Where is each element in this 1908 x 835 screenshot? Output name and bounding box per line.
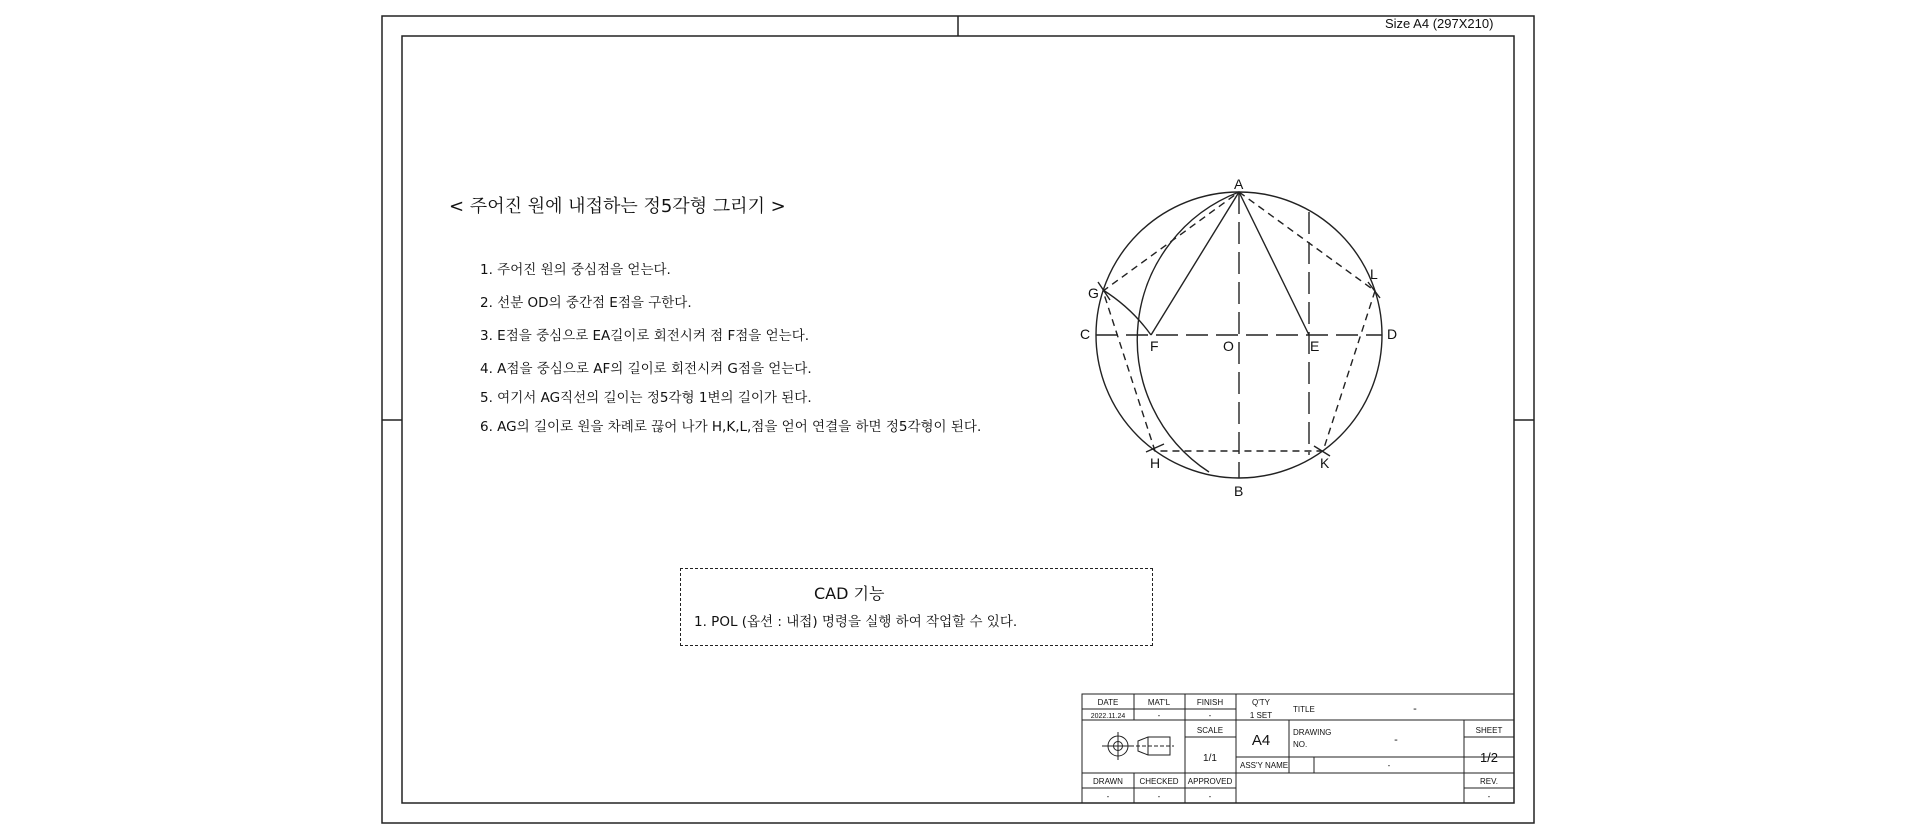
tb-title-header: TITLE xyxy=(1293,705,1315,714)
point-o-label: O xyxy=(1223,338,1234,354)
tb-drawing-no-label-2: NO. xyxy=(1293,740,1308,749)
tb-assy-name-label: ASS'Y NAME xyxy=(1240,761,1289,770)
tb-approved-label: APPROVED xyxy=(1187,777,1233,786)
tb-finish-header: FINISH xyxy=(1196,698,1224,707)
tb-date-value: 2022.11.24 xyxy=(1090,713,1126,720)
step-item: 4. A점을 중심으로 AF의 길이로 회전시켜 G점을 얻는다. xyxy=(480,361,812,377)
tb-title-value: - xyxy=(1413,703,1417,715)
tb-qty-header: Q'TY xyxy=(1252,698,1270,707)
cad-instruction: 1. POL (옵션 : 내접) 명령을 실행 하여 작업할 수 있다. xyxy=(694,614,1018,630)
point-b-label: B xyxy=(1234,483,1244,499)
point-k-label: K xyxy=(1320,455,1330,471)
tb-rev-label: REV. xyxy=(1480,777,1498,786)
sheet-size-label: Size A4 (297X210) xyxy=(1385,16,1494,31)
tb-material-header: MAT'L xyxy=(1147,698,1171,707)
tb-date-header: DATE xyxy=(1097,698,1119,707)
cad-title: CAD 기능 xyxy=(814,584,885,603)
segment-ae xyxy=(1239,192,1309,335)
point-d-label: D xyxy=(1387,326,1398,342)
tb-size-value: A4 xyxy=(1251,732,1271,749)
arc-mark-g xyxy=(1098,282,1110,300)
tb-rev-value: - xyxy=(1487,792,1491,801)
tb-scale-label: SCALE xyxy=(1196,726,1224,735)
point-f-label: F xyxy=(1150,338,1159,354)
tb-approved-value: - xyxy=(1208,792,1212,801)
step-item: 2. 선분 OD의 중간점 E점을 구한다. xyxy=(480,295,692,311)
page-title: < 주어진 원에 내접하는 정5각형 그리기 > xyxy=(449,196,786,217)
step-item: 5. 여기서 AG직선의 길이는 정5각형 1변의 길이가 된다. xyxy=(480,390,812,406)
tb-finish-value: - xyxy=(1208,711,1212,720)
point-e-label: E xyxy=(1310,338,1320,354)
tb-checked-label: CHECKED xyxy=(1139,777,1179,786)
tb-drawn-value: - xyxy=(1106,792,1110,801)
tb-assy-name-value: - xyxy=(1387,761,1391,770)
point-g-label: G xyxy=(1088,285,1099,301)
tb-drawing-no-label: DRAWING xyxy=(1293,728,1332,737)
tb-sheet-value: 1/2 xyxy=(1479,750,1499,765)
point-a-label: A xyxy=(1234,176,1244,192)
tb-sheet-label: SHEET xyxy=(1475,726,1503,735)
cad-function-box xyxy=(680,568,1153,646)
step-item: 3. E점을 중심으로 EA길이로 회전시켜 점 F점을 얻는다. xyxy=(480,328,810,344)
point-h-label: H xyxy=(1150,455,1161,471)
tb-scale-value: 1/1 xyxy=(1203,753,1217,764)
point-l-label: L xyxy=(1370,266,1378,282)
step-item: 1. 주어진 원의 중심점을 얻는다. xyxy=(480,262,671,278)
tb-drawn-label: DRAWN xyxy=(1093,777,1123,786)
tb-qty-value: 1 SET xyxy=(1249,711,1273,720)
tb-checked-value: - xyxy=(1157,792,1161,801)
tb-material-value: - xyxy=(1157,711,1161,720)
point-c-label: C xyxy=(1080,326,1091,342)
step-item: 6. AG의 길이로 원을 차례로 끊어 나가 H,K,L,점을 얻어 연결을 하면 정5각형이 된다. xyxy=(480,419,982,435)
tb-drawing-no-value: - xyxy=(1394,734,1398,746)
